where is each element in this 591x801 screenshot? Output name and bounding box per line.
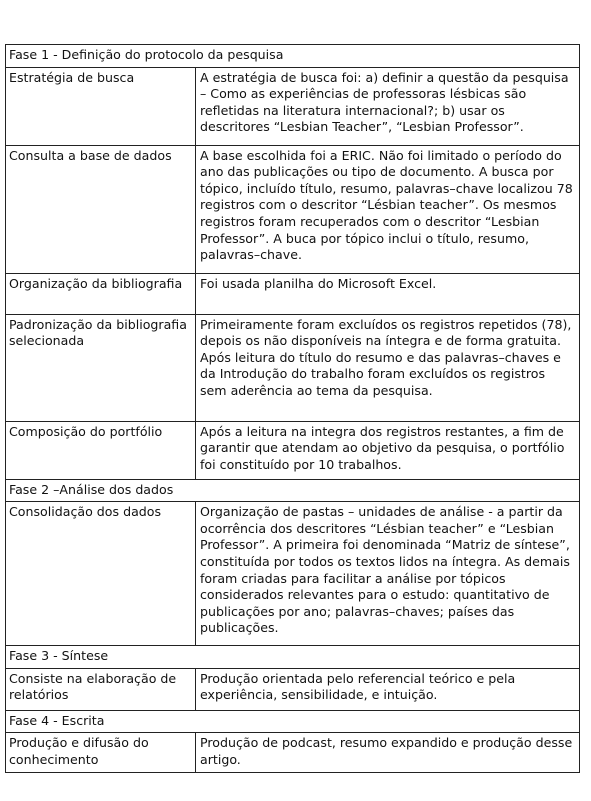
phase-row-1 — [6, 45, 580, 68]
row-content: Foi usada planilha do Microsoft Excel. — [196, 273, 580, 314]
row-content: A estratégia de busca foi: a) definir a questão da pesquisa – Como as experiências de professoras lésbicas são refletidas na literatura internacional?; b) usar os descritores “Lesbian Teacher”, “Lesbian Professor”. — [196, 67, 580, 145]
table-row — [6, 273, 580, 314]
row-content: Produção de podcast, resumo expandido e produção desse artigo. — [196, 733, 580, 773]
row-content: Organização de pastas – unidades de análise - a partir da ocorrência dos descritores “Lésbian teacher” e “Lesbian Professor”. A primeira foi denominada “Matriz de síntese”, constituída por todos os textos lidos na íntegra. As demais foram criadas para facilitar a análise por tópicos considerados relevantes para o estudo: quantitativo de publicações por ano; palavras–chaves; países das publicações. — [196, 502, 580, 646]
row-content: Produção orientada pelo referencial teórico e pela experiência, sensibilidade, e intuição. — [196, 668, 580, 710]
table-row — [6, 67, 580, 145]
phase-title: Fase 1 - Definição do protocolo da pesquisa — [6, 45, 580, 68]
table-row — [6, 668, 580, 710]
phase-title: Fase 4 - Escrita — [6, 710, 580, 733]
table-row — [6, 733, 580, 773]
row-label: Consiste na elaboração de relatórios — [6, 668, 196, 710]
row-content: Primeiramente foram excluídos os registros repetidos (78), depois os não disponíveis na íntegra e de forma gratuita. Após leitura do título do resumo e das palavras–chaves e da Introdução do trabalho foram excluídos os registros sem aderência ao tema da pesquisa. — [196, 314, 580, 421]
phase-title: Fase 3 - Síntese — [6, 646, 580, 669]
row-label: Estratégia de busca — [6, 67, 196, 145]
row-label: Consulta a base de dados — [6, 145, 196, 273]
protocol-table — [5, 44, 580, 773]
phase-row-4 — [6, 710, 580, 733]
table-row — [6, 502, 580, 646]
row-label: Padronização da bibliografia selecionada — [6, 314, 196, 421]
row-label: Organização da bibliografia — [6, 273, 196, 314]
table-row — [6, 145, 580, 273]
table-row — [6, 421, 580, 479]
row-label: Composição do portfólio — [6, 421, 196, 479]
phase-row-2 — [6, 479, 580, 502]
table-row — [6, 314, 580, 421]
row-content: A base escolhida foi a ERIC. Não foi limitado o período do ano das publicações ou tipo de documento. A busca por tópico, incluído título, resumo, palavras–chave localizou 78 registros com o descritor “Lésbian teacher”. Os mesmos registros foram recuperados com o descritor “Lesbian Professor”. A buca por tópico inclui o título, resumo, palavras–chave. — [196, 145, 580, 273]
phase-row-3 — [6, 646, 580, 669]
row-label: Consolidação dos dados — [6, 502, 196, 646]
row-content: Após a leitura na integra dos registros restantes, a fim de garantir que atendam ao objetivo da pesquisa, o portfólio foi constituído por 10 trabalhos. — [196, 421, 580, 479]
phase-title: Fase 2 –Análise dos dados — [6, 479, 580, 502]
row-label: Produção e difusão do conhecimento — [6, 733, 196, 773]
